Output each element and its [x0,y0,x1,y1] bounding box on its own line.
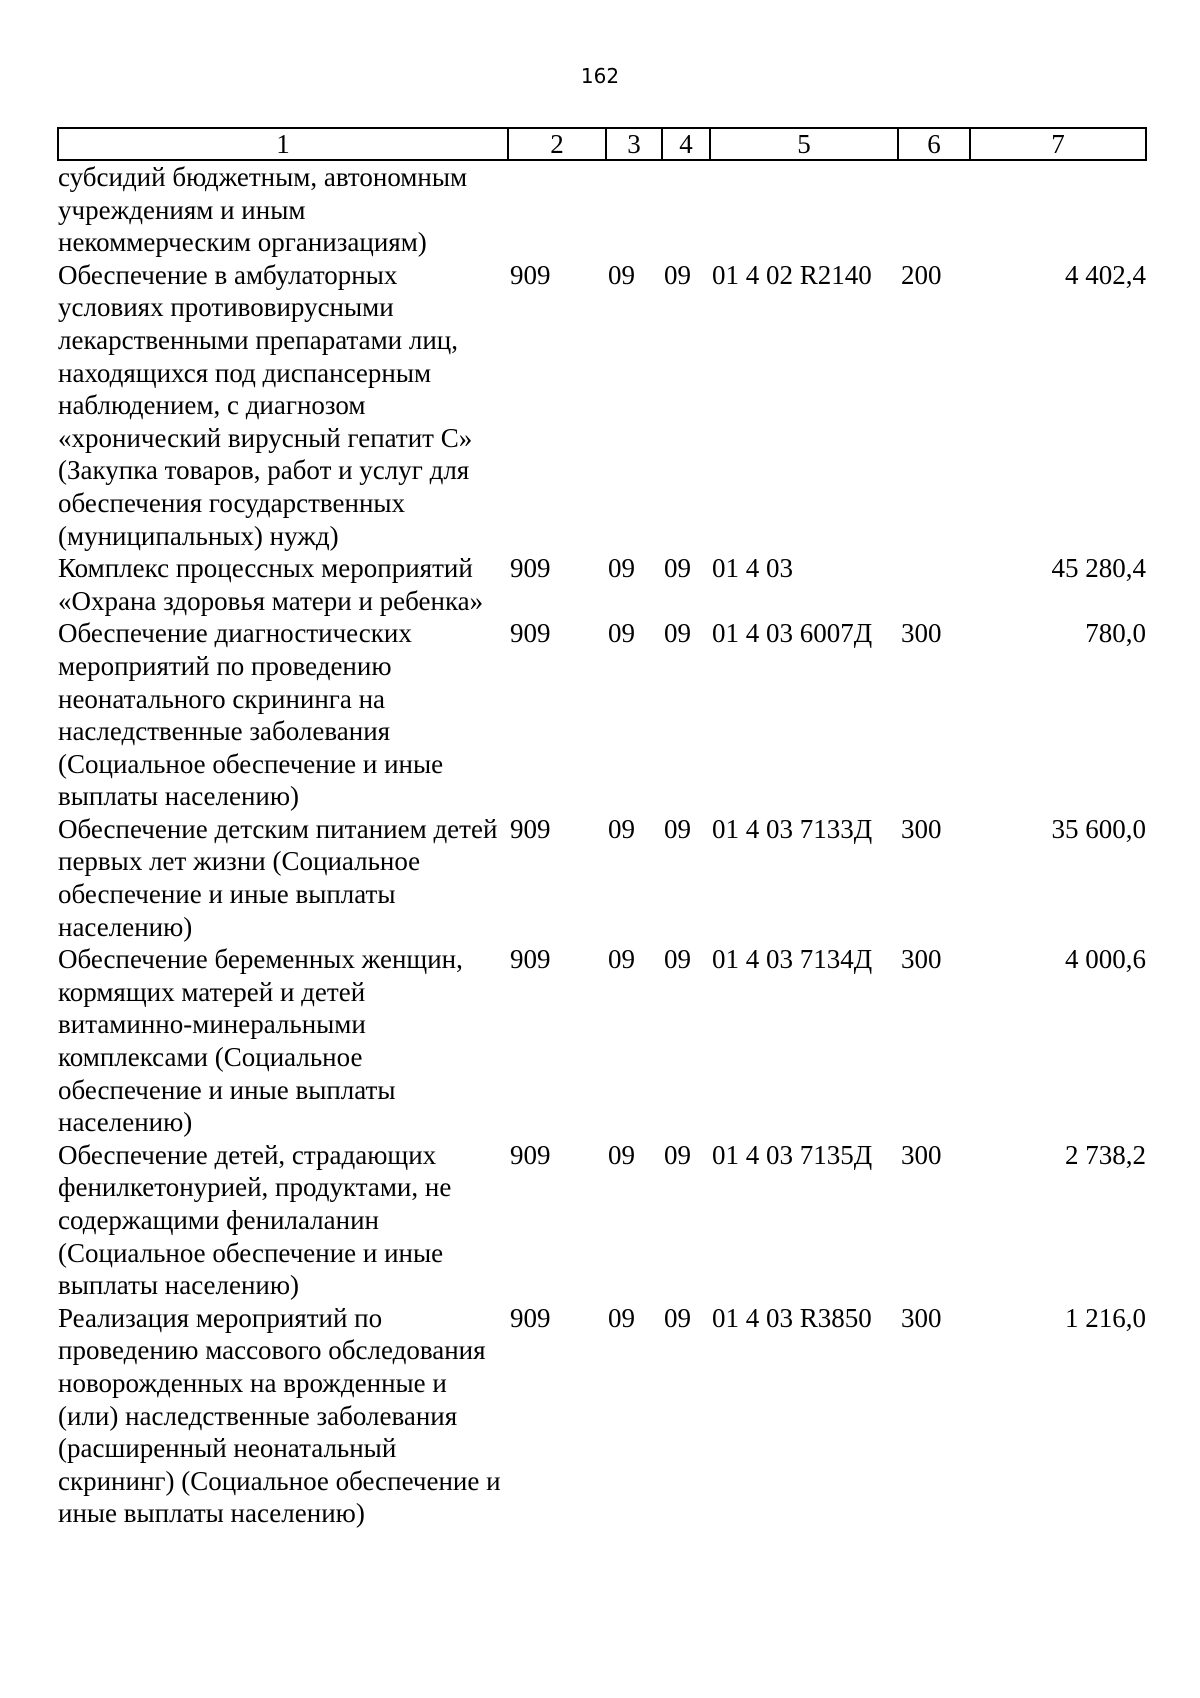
row-expense-type [898,160,970,259]
table-row [58,160,1146,259]
row-gr: 909 [510,813,551,844]
row-amount [970,160,1146,259]
row-expense-type [898,552,970,617]
header-col-2: 2 [508,128,606,160]
row-gr: 909 [510,1139,551,1170]
row-target-article: 01 4 03 [712,553,793,584]
row-section [606,160,662,259]
table-row [58,552,1146,617]
row-gr: 909 [510,1302,551,1333]
row-name: Обеспечение в амбулаторных условиях противовирусными лекарственными препаратами лиц, находящихся под диспансерным наблюдением, с диагнозом «хронический вирусный гепатит С» (Закупка товаров, работ и услуг для обеспечения государственных (муниципальных) нужд) [58,259,473,551]
row-gr: 909 [510,553,551,584]
row-name: Обеспечение диагностических мероприятий по проведению неонатального скрининга на наследственные заболевания (Социальное обеспечение и иные выплаты населению) [58,618,444,812]
row-section: 09 [608,813,635,844]
header-col-4: 4 [662,128,710,160]
header-col-1: 1 [58,128,508,160]
row-section: 09 [608,618,635,649]
row-subsection: 09 [664,259,691,290]
row-expense-type: 300 [901,1302,942,1333]
row-expense-type: 200 [901,259,942,290]
row-gr: 909 [510,618,551,649]
row-subsection: 09 [664,553,691,584]
row-subsection: 09 [664,1139,691,1170]
row-amount: 780,0 [1085,618,1146,649]
row-amount: 4 000,6 [1065,944,1146,975]
header-col-7: 7 [970,128,1146,160]
page-number: 162 [580,64,620,88]
row-amount: 45 280,4 [1051,553,1146,584]
row-amount: 2 738,2 [1065,1139,1146,1170]
row-name: Обеспечение беременных женщин, кормящих матерей и детей витаминно-минеральными комплексами (Социальное обеспечение и иные выплаты населению) [58,944,463,1138]
row-target-article [710,160,898,259]
row-expense-type: 300 [901,618,942,649]
row-amount: 4 402,4 [1065,259,1146,290]
header-col-3: 3 [606,128,662,160]
row-target-article: 01 4 02 R2140 [712,259,872,290]
row-amount: 1 216,0 [1065,1302,1146,1333]
row-gr: 909 [510,259,551,290]
row-expense-type: 300 [901,813,942,844]
table-row [58,617,1146,813]
row-target-article: 01 4 03 R3850 [712,1302,872,1333]
row-section: 09 [608,944,635,975]
row-target-article: 01 4 03 7134Д [712,944,873,975]
row-expense-type: 300 [901,944,942,975]
row-amount: 35 600,0 [1051,813,1146,844]
table-row [58,813,1146,943]
row-name: Комплекс процессных мероприятий «Охрана здоровья матери и ребенка» [58,553,484,616]
row-section: 09 [608,553,635,584]
row-expense-type: 300 [901,1139,942,1170]
header-col-6: 6 [898,128,970,160]
row-gr: 909 [510,944,551,975]
row-name: Реализация мероприятий по проведению массового обследования новорожденных на врожденные и (или) наследственные заболевания (расширенный неонатальный скрининг) (Социальное обеспечение и иные выплаты населению) [58,1302,501,1529]
row-name: Обеспечение детей, страдающих фенилкетонурией, продуктами, не содержащими фенилаланин (Социальное обеспечение и иные выплаты населению) [58,1139,452,1301]
row-subsection: 09 [664,1302,691,1333]
row-name: Обеспечение детским питанием детей первых лет жизни (Социальное обеспечение и иные выплаты населению) [58,813,498,942]
row-subsection: 09 [664,618,691,649]
header-col-5: 5 [710,128,898,160]
table-row [58,1139,1146,1302]
row-subsection: 09 [664,944,691,975]
table-row [58,943,1146,1139]
row-name: субсидий бюджетным, автономным учреждениям и иным некоммерческим организациям) [58,162,468,258]
budget-table [57,127,1147,1530]
row-section: 09 [608,1302,635,1333]
row-subsection [662,160,710,259]
table-row [58,259,1146,552]
header-row [58,128,1146,160]
row-section: 09 [608,259,635,290]
row-target-article: 01 4 03 7133Д [712,813,873,844]
table-row [58,1302,1146,1530]
row-subsection: 09 [664,813,691,844]
row-section: 09 [608,1139,635,1170]
row-target-article: 01 4 03 7135Д [712,1139,873,1170]
row-target-article: 01 4 03 6007Д [712,618,873,649]
row-gr [508,160,606,259]
